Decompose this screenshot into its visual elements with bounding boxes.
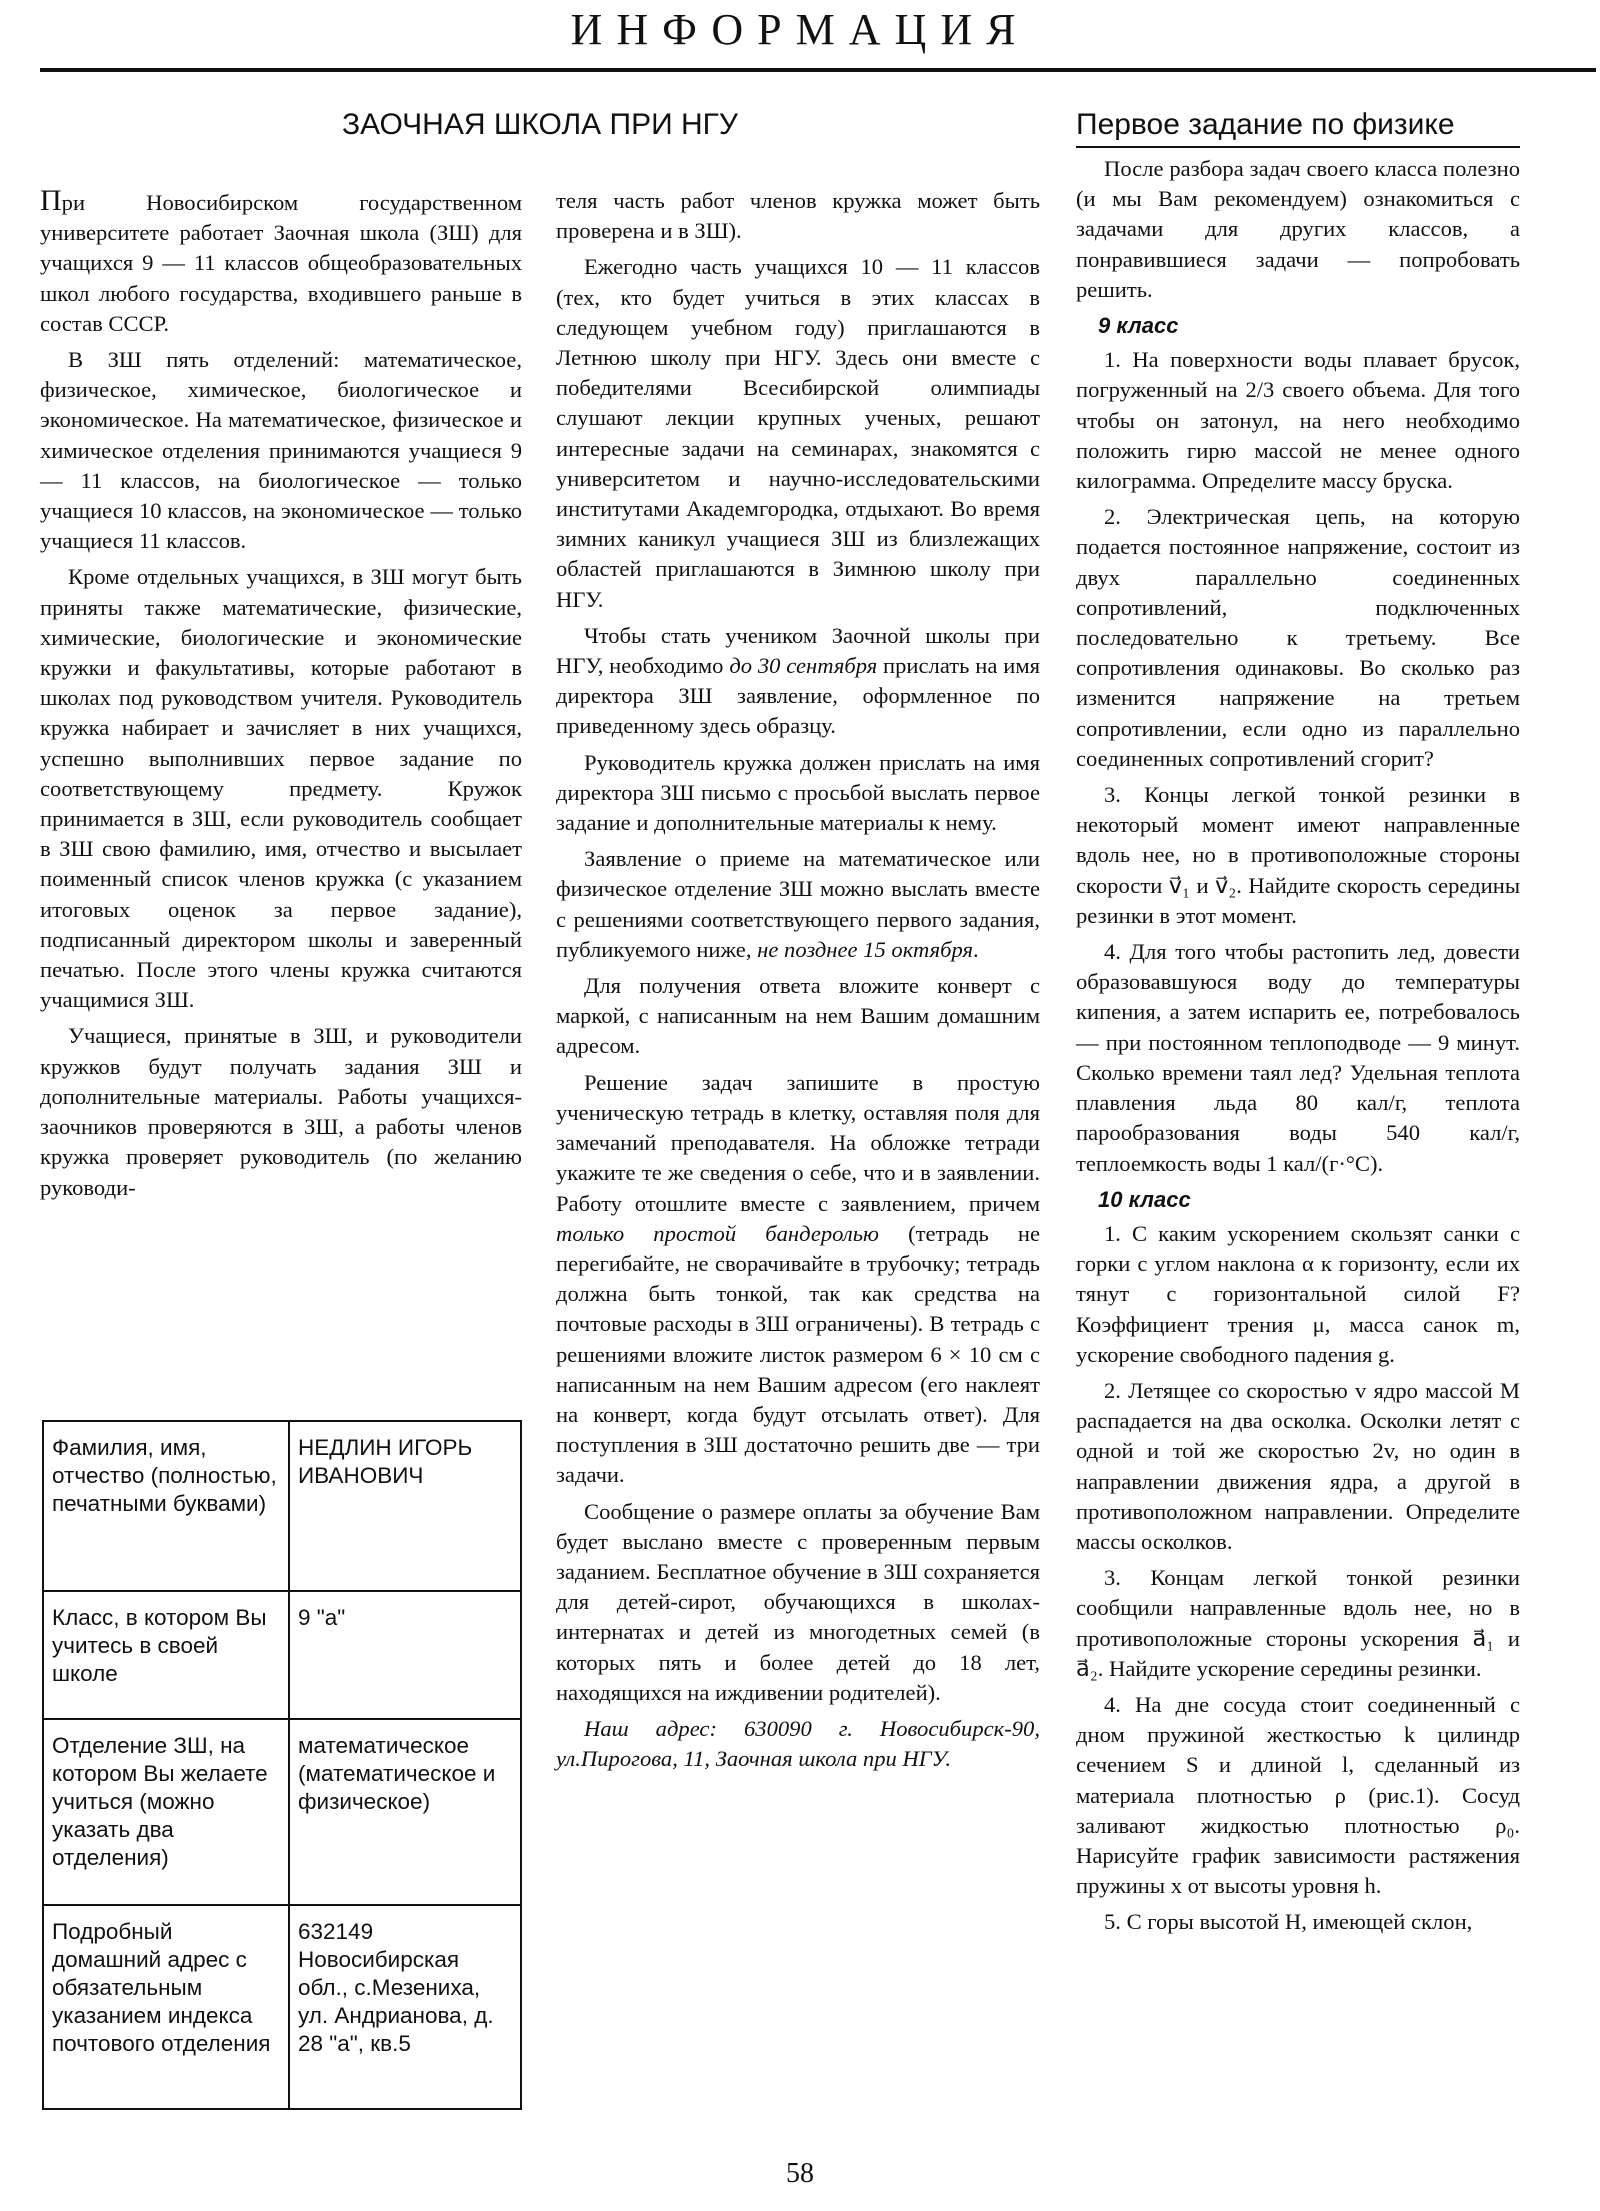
paragraph: Для получения ответа вложите конверт с маркой, с написанным на нем Вашим домашним адресом. bbox=[556, 973, 1040, 1059]
problem: 5. С горы высотой H, имеющей склон, bbox=[1104, 1909, 1473, 1935]
column-left bbox=[40, 186, 522, 1209]
paragraph: Заявление о приеме на математическое или физическое отделение ЗШ можно выслать вместе с решениями соответствующего первого задания, публикуемого ниже, не позднее 15 октября. bbox=[556, 846, 1040, 962]
section-title: Первое задание по физике bbox=[1076, 108, 1455, 141]
problem: 4. Для того чтобы растопить лед, довести образовавшуюся воду до температуры кипения, а затем испарить ее, потребовалось — при постоянном теплоподводе — 9 минут. Сколько времени таял лед? Удельная теплота плавления льда 80 кал/г, теплота парообразования воды 540 кал/г, теплоемкость воды 1 кал/(г·°С). bbox=[1076, 939, 1520, 1176]
form-label: Фамилия, имя, отчество (полностью, печатными буквами) bbox=[43, 1421, 289, 1591]
page-number: 58 bbox=[786, 2158, 814, 2189]
deadline-date: не позднее 15 октября bbox=[757, 936, 973, 962]
application-form-table bbox=[42, 1420, 522, 2110]
article-title: ЗАОЧНАЯ ШКОЛА ПРИ НГУ bbox=[342, 108, 738, 141]
paragraph: При Новосибирском государственном университете работает Заочная школа (ЗШ) для учащихся 9 — 11 классов общеобразовательных школ любого государства, входившего раньше в состав СССР. bbox=[40, 184, 522, 336]
class-heading: 9 класс bbox=[1098, 313, 1179, 339]
section-title-rule bbox=[1076, 146, 1520, 148]
form-value: 632149 Новосибирская обл., с.Мезениха, ул. Андрианова, д. 28 "а", кв.5 bbox=[289, 1905, 521, 2109]
table-row bbox=[43, 1905, 521, 2109]
form-value: НЕДЛИН ИГОРЬ ИВАНОВИЧ bbox=[289, 1421, 521, 1591]
page-header-title: ИНФОРМАЦИЯ bbox=[570, 5, 1030, 54]
paragraph: Кроме отдельных учащихся, в ЗШ могут быть приняты также математические, физические, химические, биологические и экономические кружки и факультативы, которые работают в школах под руководством учителя. Руководитель кружка набирает и зачисляет в них учащихся, успешно выполнивших первое задание по соответствующему предмету. Кружок принимается в ЗШ, если руководитель сообщает в ЗШ свою фамилию, имя, отчество и высылает поименный список членов кружка (с указанием итоговых оценок за первое задание), подписанный директором школы и заверенный печатью. После этого члены кружка считаются учащимися ЗШ. bbox=[40, 564, 522, 1013]
problem: 4. На дне сосуда стоит соединенный с дном пружиной жесткостью k цилиндр сечением S и длиной l, сделанный из материала плотностью ρ (рис.1). Сосуд заливают жидкостью плотностью ρ₀. Нарисуйте график зависимости растяжения пружины x от высоты уровня h. bbox=[1076, 1691, 1520, 1899]
paragraph: Сообщение о размере оплаты за обучение Вам будет выслано вместе с проверенным первым заданием. Бесплатное обучение в ЗШ сохраняется для детей-сирот, обучающихся в школах-интернатах и детей из многодетных семей (в которых пять и более детей до 18 лет, находящихся на иждивении родителей). bbox=[556, 1498, 1040, 1705]
problem: 3. Концы легкой тонкой резинки в некоторый момент имеют направленные вдоль нее, но в противоположные стороны скорости v⃗₁ и v⃗₂. Найдите скорость середины резинки в этот момент. bbox=[1076, 782, 1520, 928]
class-heading: 10 класс bbox=[1098, 1186, 1191, 1212]
table-row bbox=[43, 1591, 521, 1719]
problem: 2. Электрическая цепь, на которую подается постоянное напряжение, состоит из двух параллельно соединенных сопротивлений, подключенных последовательно к третьему. Все сопротивления одинаковы. Во сколько раз изменится напряжение на третьем сопротивлении, если одно из параллельно соединенных сопротивлений сгорит? bbox=[1076, 504, 1520, 771]
column-right bbox=[1076, 154, 1520, 1944]
problem: 3. Концам легкой тонкой резинки сообщили направленные вдоль нее, но в противоположные стороны ускорения a⃗₁ и a⃗₂. Найдите ускорение середины резинки. bbox=[1076, 1565, 1520, 1681]
form-label: Отделение ЗШ, на котором Вы желаете учиться (можно указать два отделения) bbox=[43, 1719, 289, 1905]
table-row bbox=[43, 1421, 521, 1591]
paragraph: После разбора задач своего класса полезно (и мы Вам рекомендуем) ознакомиться с задачами для других классов, а понравившиеся задачи — попробовать решить. bbox=[1076, 156, 1520, 302]
problem: 2. Летящее со скоростью v ядро массой M распадается на два осколка. Осколки летят с одной и той же скоростью 2v, но один в направлении движения ядра, а другой в противоположном направлении. Определите массы осколков. bbox=[1076, 1377, 1520, 1554]
paragraph: Учащиеся, принятые в ЗШ, и руководители кружков будут получать задания ЗШ и дополнительные материалы. Работы учащихся-заочников проверяются в ЗШ, а работы членов кружка проверяет руководитель (по желанию руководи- bbox=[40, 1023, 522, 1200]
form-value: 9 "а" bbox=[289, 1591, 521, 1719]
paragraph: Решение задач запишите в простую ученическую тетрадь в клетку, оставляя поля для замечаний преподавателя. На обложке тетради укажите те же сведения о себе, что и в заявлении. Работу отошлите вместе с заявлением, причем только простой бандеролью (тетрадь не перегибайте, не сворачивайте в трубочку; тетрадь должна быть тонкой, так как средства на почтовые расходы в ЗШ ограничены). В тетрадь с решениями вложите листок размером 6 × 10 см с написанным на нем Вашим адресом (его наклеят на конверт, когда будут отсылать ответ). Для поступления в ЗШ достаточно решить две — три задачи. bbox=[556, 1069, 1040, 1488]
paragraph: теля часть работ членов кружка может быть проверена и в ЗШ). bbox=[556, 188, 1040, 244]
paragraph: Чтобы стать учеником Заочной школы при НГУ, необходимо до 30 сентября прислать на имя директора ЗШ заявление, оформленное по приведенному здесь образцу. bbox=[556, 622, 1041, 739]
form-value: математическое (математическое и физическое) bbox=[289, 1719, 521, 1905]
school-address: Наш адрес: 630090 г. Новосибирск-90, ул.Пирогова, 11, Заочная школа при НГУ. bbox=[556, 1715, 1040, 1772]
form-label: Подробный домашний адрес с обязательным указанием индекса почтового отделения bbox=[43, 1905, 289, 2109]
problem: 1. С каким ускорением скользят санки с горки с углом наклона α к горизонту, если их тянут с горизонтальной силой F? Коэффициент трения μ, масса санок m, ускорение свободного падения g. bbox=[1076, 1220, 1520, 1367]
problem: 1. На поверхности воды плавает брусок, погруженный на 2/3 своего объема. Для того чтобы он затонул, на него необходимо положить гирю массой не менее одного килограмма. Определите массу бруска. bbox=[1076, 347, 1520, 494]
paragraph: В ЗШ пять отделений: математическое, физическое, химическое, биологическое и экономическое. На математическое, физическое и химическое отделения принимаются учащиеся 9 — 11 классов, на биологическое — только учащиеся 10 классов, на экономическое — только учащиеся 11 классов. bbox=[40, 347, 522, 554]
paragraph: Руководитель кружка должен прислать на имя директора ЗШ письмо с просьбой выслать первое задание и дополнительные материалы к нему. bbox=[556, 749, 1040, 836]
dropcap: П bbox=[40, 184, 62, 217]
deadline-date: до 30 сентября bbox=[729, 653, 878, 679]
emphasis: только простой бандеролью bbox=[556, 1220, 879, 1246]
header-rule bbox=[40, 68, 1596, 72]
column-middle bbox=[556, 186, 1040, 1780]
table-row bbox=[43, 1719, 521, 1905]
paragraph: Ежегодно часть учащихся 10 — 11 классов (тех, кто будет учиться в этих классах в следующем учебном году) приглашаются в Летнюю школу при НГУ. Здесь они вместе с победителями Всесибирской олимпиады слушают лекции крупных ученых, решают интересные задачи на семинарах, знакомятся с университетом и научно-исследовательскими институтами Академгородка, отдыхают. Во время зимних каникул учащиеся ЗШ из близлежащих областей приглашаются в Зимнюю школу при НГУ. bbox=[556, 254, 1040, 612]
form-label: Класс, в котором Вы учитесь в своей школе bbox=[43, 1591, 289, 1719]
